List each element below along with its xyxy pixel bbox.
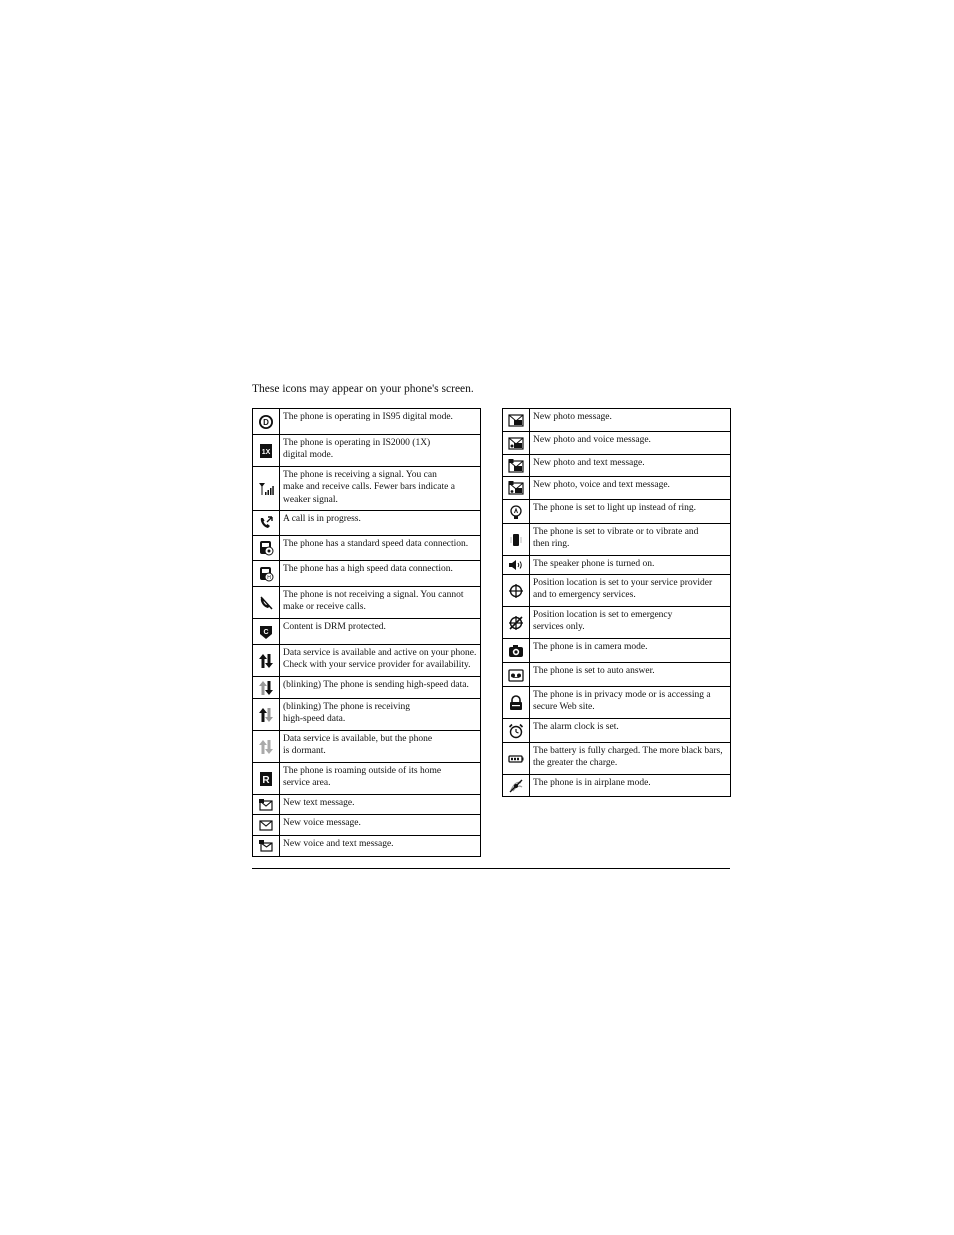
svg-text:D: D	[263, 417, 269, 427]
icon-table-row	[503, 409, 731, 432]
icon-table-row	[503, 687, 731, 719]
location-emergency-icon	[503, 607, 530, 639]
text-message-icon	[253, 795, 280, 815]
icon-description: The phone is operating in IS2000 (1X) digital mode.	[280, 435, 481, 467]
icon-description: The phone is operating in IS95 digital mode.	[280, 409, 481, 435]
icon-description: New text message.	[280, 795, 481, 815]
drm-protected-icon	[253, 619, 280, 645]
battery-icon	[503, 743, 530, 775]
icon-table-row	[503, 432, 731, 455]
vibrate-icon	[503, 524, 530, 556]
icon-table-row	[503, 477, 731, 500]
icon-table-row	[503, 743, 731, 775]
icon-table-row	[253, 815, 481, 836]
icon-table-row	[503, 607, 731, 639]
icon-table-row	[253, 561, 481, 587]
icon-description: The phone is not receiving a signal. You cannot make or receive calls.	[280, 587, 481, 619]
icon-table-row	[253, 836, 481, 857]
icon-table-row	[253, 699, 481, 731]
icon-description: New voice and text message.	[280, 836, 481, 857]
photo-message-icon	[503, 409, 530, 432]
icon-table-row	[503, 524, 731, 556]
icon-table-right	[502, 408, 731, 797]
icon-description: Data service is available and active on your phone. Check with your service provider for availability.	[280, 645, 481, 677]
icon-table-row	[253, 467, 481, 511]
camera-mode-icon	[503, 639, 530, 663]
icon-table-row	[253, 409, 481, 435]
icon-description: The phone is roaming outside of its home service area.	[280, 763, 481, 795]
photo-voice-text-message-icon	[503, 477, 530, 500]
icon-table-row	[253, 731, 481, 763]
speakerphone-icon	[503, 556, 530, 575]
icon-table-row	[253, 645, 481, 677]
data-active-icon	[253, 645, 280, 677]
icon-table-row	[503, 575, 731, 607]
icon-table-row	[503, 775, 731, 797]
icon-description: The phone is set to auto answer.	[530, 663, 731, 687]
voice-text-message-icon	[253, 836, 280, 857]
icon-description: Data service is available, but the phone is dormant.	[280, 731, 481, 763]
digital-mode-d-icon	[253, 409, 280, 435]
photo-text-message-icon	[503, 455, 530, 477]
icon-table-row	[503, 455, 731, 477]
icon-description: The phone has a standard speed data connection.	[280, 536, 481, 561]
privacy-lock-icon	[503, 687, 530, 719]
icon-description: (blinking) The phone is receiving high-speed data.	[280, 699, 481, 731]
voice-message-icon	[253, 815, 280, 836]
icon-table-row	[503, 663, 731, 687]
icon-table-row	[503, 556, 731, 575]
icon-description: The phone is in camera mode.	[530, 639, 731, 663]
icon-description: The alarm clock is set.	[530, 719, 731, 743]
icon-table-left	[252, 408, 481, 857]
icon-description: New voice message.	[280, 815, 481, 836]
icon-description: New photo message.	[530, 409, 731, 432]
icon-description: A call is in progress.	[280, 511, 481, 536]
airplane-mode-icon	[503, 775, 530, 797]
icon-table-row	[253, 435, 481, 467]
roaming-icon	[253, 763, 280, 795]
icon-table-row	[503, 639, 731, 663]
icon-table-row	[253, 511, 481, 536]
data-dormant-icon	[253, 731, 280, 763]
intro-text: These icons may appear on your phone's screen.	[252, 383, 474, 395]
icon-description: Position location is set to emergency services only.	[530, 607, 731, 639]
signal-strength-icon	[253, 467, 280, 511]
location-on-icon	[503, 575, 530, 607]
icon-table-row	[253, 587, 481, 619]
no-signal-icon	[253, 587, 280, 619]
icon-description: New photo, voice and text message.	[530, 477, 731, 500]
icon-table-row	[503, 500, 731, 524]
icon-description: The phone has a high speed data connection.	[280, 561, 481, 587]
icon-description: The phone is set to light up instead of ring.	[530, 500, 731, 524]
icon-table-row	[253, 795, 481, 815]
icon-description: Position location is set to your service provider and to emergency services.	[530, 575, 731, 607]
data-receiving-icon	[253, 699, 280, 731]
icon-table-row	[253, 677, 481, 699]
high-speed-data-icon	[253, 561, 280, 587]
data-sending-icon	[253, 677, 280, 699]
icon-description: The phone is receiving a signal. You can make and receive calls. Fewer bars indicate a weaker signal.	[280, 467, 481, 511]
alarm-clock-icon	[503, 719, 530, 743]
icon-description: New photo and text message.	[530, 455, 731, 477]
svg-text:C: C	[263, 628, 269, 636]
bottom-rule	[252, 868, 730, 869]
digital-1x-icon	[253, 435, 280, 467]
svg-text:H: H	[267, 574, 271, 581]
icon-table-row	[253, 536, 481, 561]
call-in-progress-icon	[253, 511, 280, 536]
svg-text:R: R	[262, 774, 270, 786]
icon-description: The battery is fully charged. The more black bars, the greater the charge.	[530, 743, 731, 775]
auto-answer-icon	[503, 663, 530, 687]
photo-voice-message-icon	[503, 432, 530, 455]
icon-description: The phone is in privacy mode or is accessing a secure Web site.	[530, 687, 731, 719]
icon-table-row	[253, 619, 481, 645]
light-up-icon	[503, 500, 530, 524]
standard-data-icon	[253, 536, 280, 561]
icon-table-row	[253, 763, 481, 795]
icon-description: The phone is in airplane mode.	[530, 775, 731, 797]
icon-description: The speaker phone is turned on.	[530, 556, 731, 575]
icon-description: New photo and voice message.	[530, 432, 731, 455]
icon-table-row	[503, 719, 731, 743]
icon-description: Content is DRM protected.	[280, 619, 481, 645]
icon-description: The phone is set to vibrate or to vibrate and then ring.	[530, 524, 731, 556]
icon-description: (blinking) The phone is sending high-speed data.	[280, 677, 481, 699]
svg-text:1X: 1X	[261, 448, 271, 456]
